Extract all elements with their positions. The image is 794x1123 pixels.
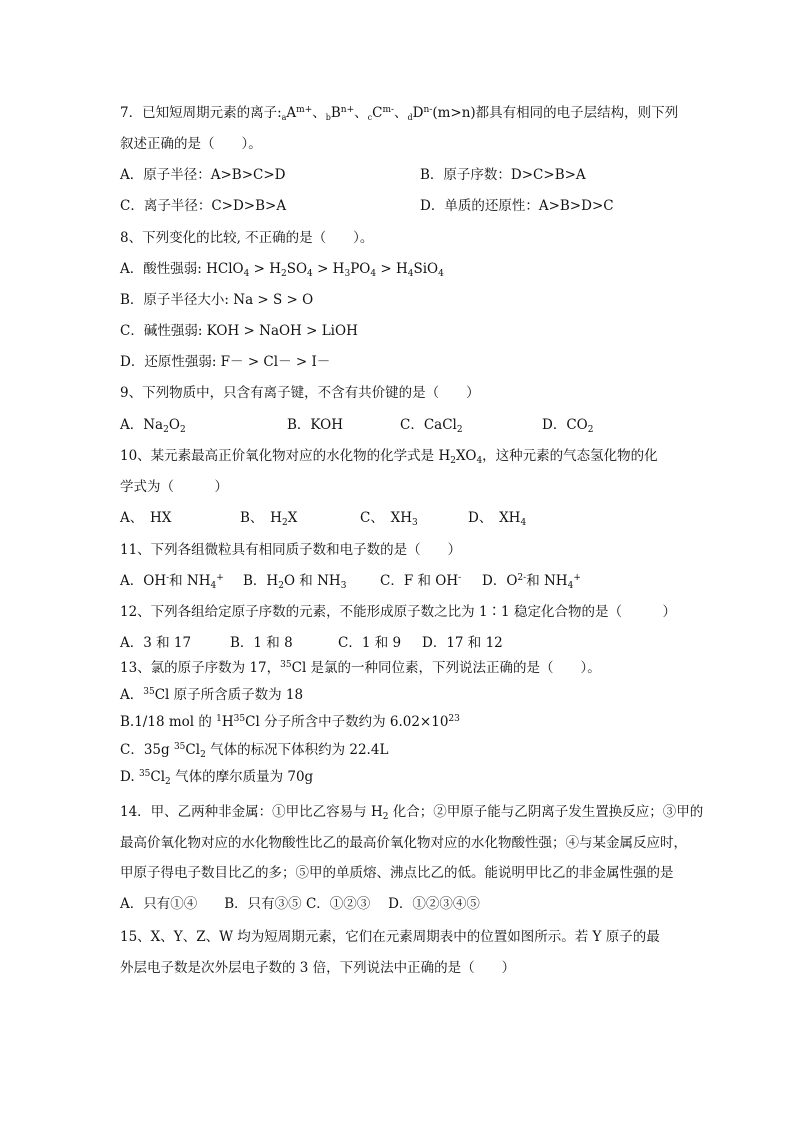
q11-option-a: A．OH-和 $NH_4^+$ (120, 573, 224, 591)
q8-option-b: B．原子半径大小: Na > S > O (120, 292, 314, 308)
q14-stem-line1: 14．甲、乙两种非金属：①甲比乙容易与 $H_2$ 化合；②甲原子能与乙阴离子发生置换反应；③甲的 (120, 804, 704, 822)
q13-option-c: C．35g $^{35}Cl_2$ 气体的标况下体积约为 22.4L (120, 742, 389, 760)
q12-option-d: D．17 和 12 (422, 635, 503, 651)
q9-option-d: D．$CO_2$ (542, 417, 594, 435)
q8-option-a: A．酸性强弱: HClO$_4$ > $H_2SO_4 > H_3PO_4 > H_4SiO_4$ (120, 261, 444, 279)
q7-option-c: C．离子半径：C>D>B>A (120, 198, 287, 214)
q9-stem: 9、下列物质中，只含有离子键，不含有共价键的是（ ） (120, 385, 480, 401)
q10-option-a: A、 HX (120, 510, 172, 526)
q9-option-c: C．CaCl$_2$ (400, 417, 463, 435)
q14-stem-line3: 甲原子得电子数目比乙的多；⑤甲的单质熔、沸点比乙的低。能说明甲比乙的非金属性强的是 (120, 865, 674, 881)
q13-option-b: B.1/18 mol 的 $^1H^{35}Cl$ 分子所含中子数约为 $6.02\times 10^{23}$ (120, 714, 460, 730)
q10-option-d: D、 $XH_4$ (468, 510, 527, 528)
q8-stem: 8、下列变化的比较, 不正确的是（ ）。 (120, 230, 374, 246)
q11-option-d: D．$O^{2-}$和 $NH_4^+$ (482, 573, 581, 591)
q14-options: A．只有①④ B．只有③⑤ C．①②③ D．①②③④⑤ (120, 896, 480, 912)
q9-option-a: A．$Na_2O_2$ (120, 417, 186, 435)
q10-stem-line2: 学式为（ ） (120, 479, 228, 495)
q7-option-d: D．单质的还原性：A>B>D>C (420, 198, 614, 214)
q8-option-d: D．还原性强弱: F－ > Cl－ > I－ (120, 354, 331, 370)
q9-option-b: B．KOH (287, 417, 343, 433)
q14-stem-line2: 最高价氧化物对应的水化物酸性比乙的最高价氧化物对应的水化物酸性强；④与某金属反应时， (120, 835, 687, 851)
q11-option-c: C．F 和 OH- (380, 573, 462, 589)
q7-stem-line2: 叙述正确的是（ ）。 (120, 136, 262, 152)
q7-stem-line1: 7．已知短周期元素的离子$:_aA^{m+}$、$_bB^{n+}$、$_cC^{m-}$、$_dD^{n-}(m>n)$都具有相同的电子层结构，则下列 (120, 105, 679, 122)
q11-stem: 11、下列各组微粒具有相同质子数和电子数的是（ ） (120, 542, 462, 558)
q10-option-b: B、 $H_2X$ (240, 510, 298, 528)
q7-option-a: A．原子半径：A>B>C>D (120, 167, 286, 183)
q15-stem-line2: 外层电子数是次外层电子数的 3 倍，下列说法中正确的是（ ） (120, 960, 516, 976)
q12-option-c: C．1 和 9 (338, 635, 402, 651)
q7-option-b: B．原子序数：D>C>B>A (420, 167, 586, 183)
q10-stem-line1: 10、某元素最高正价氧化物对应的水化物的化学式是 $H_2XO_4$，这种元素的气态氢化物的化 (120, 448, 658, 466)
q12-stem: 12、下列各组给定原子序数的元素，不能形成原子数之比为 1∶1 稳定化合物的是（ ） (120, 604, 676, 620)
q13-option-a: A．$^{35}$Cl 原子所含质子数为 18 (120, 687, 304, 703)
q13-option-d: D. $^{35}Cl_2$ 气体的摩尔质量为 70g (120, 769, 314, 787)
q10-option-c: C、 $XH_3$ (360, 510, 418, 528)
q8-option-c: C．碱性强弱: KOH > NaOH > LiOH (120, 323, 358, 339)
q12-option-a: A．3 和 17 (120, 635, 192, 651)
q13-stem: 13、氯的原子序数为 17，$^{35}$Cl 是氯的一种同位素，下列说法正确的是（ ）。 (120, 660, 601, 676)
q15-stem-line1: 15、X、Y、Z、W 均为短周期元素，它们在元素周期表中的位置如图所示。若 Y 原子的最 (120, 929, 660, 945)
q12-option-b: B．1 和 8 (230, 635, 293, 651)
q11-option-b: B．$H_2O$ 和 $NH_3$ (243, 573, 347, 591)
